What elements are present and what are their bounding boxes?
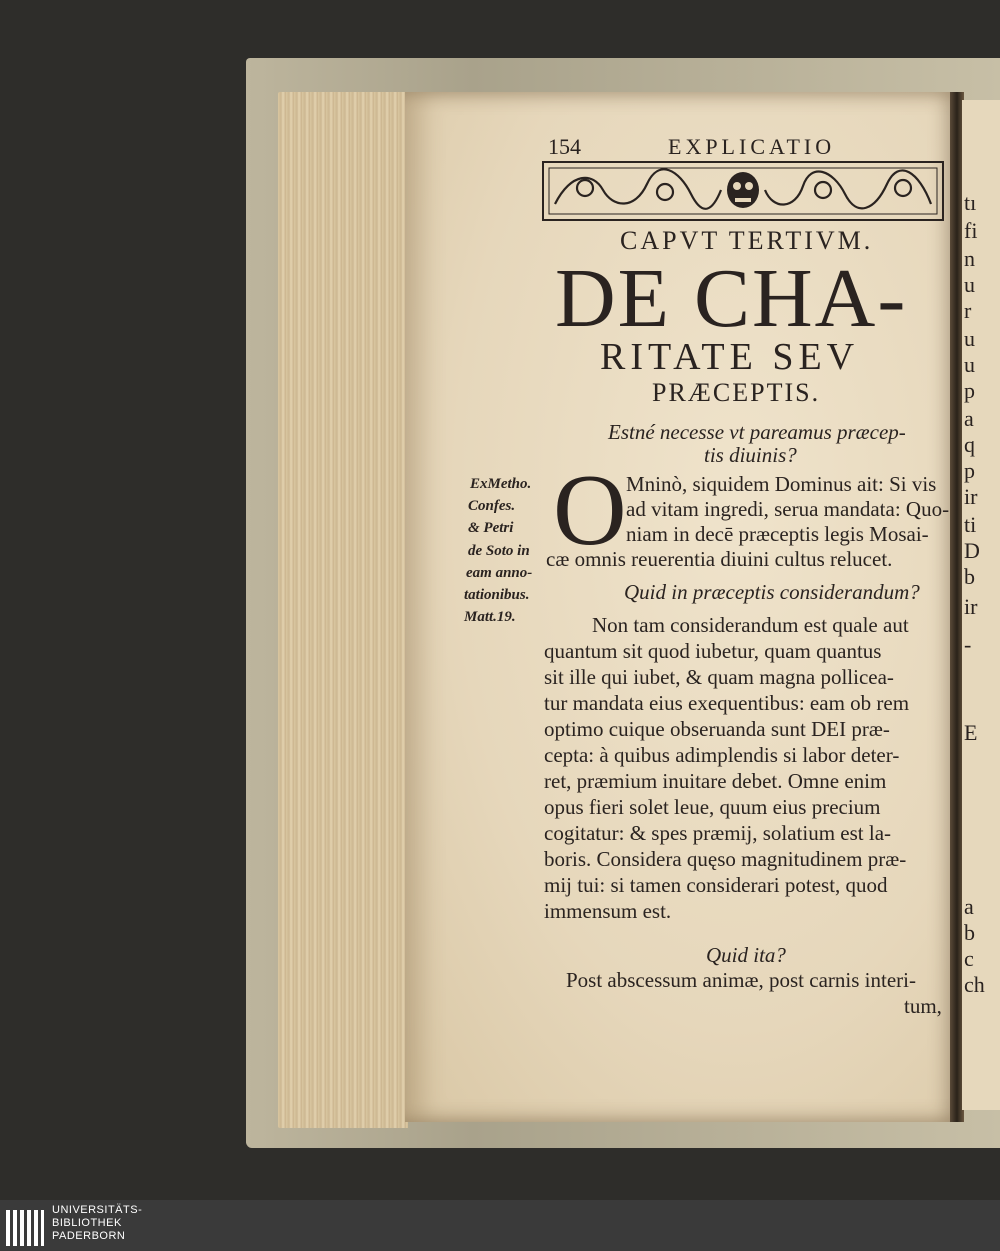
facing-fragment: - <box>964 632 972 657</box>
marginal-note-line: Confes. <box>468 498 516 514</box>
facing-page-fragment <box>962 100 1000 1110</box>
marginal-note-line: Matt.19. <box>464 609 516 625</box>
facing-fragment: ti <box>964 512 977 537</box>
facing-fragment: u <box>964 326 975 351</box>
facing-fragment: q <box>964 432 975 457</box>
facing-fragment: E <box>964 720 978 745</box>
marginal-note-line: eam anno- <box>466 565 533 581</box>
facing-fragment: p <box>964 378 975 403</box>
text-line: ret, præmium inuitare debet. Omne enim <box>544 769 887 793</box>
text-line: optimo cuique obseruanda sunt DEI præ- <box>544 717 890 741</box>
marginal-note-line: de Soto in <box>468 543 530 559</box>
text-line: Mninò, siquidem Dominus ait: Si vis <box>626 472 937 496</box>
facing-fragment: D <box>964 538 980 563</box>
question-line: Estné necesse vt pareamus præcep- <box>608 420 906 444</box>
facing-fragment: fi <box>964 218 978 243</box>
running-head: EXPLICATIO <box>668 134 836 159</box>
logo-text-line: UNIVERSITÄTS- <box>52 1204 143 1216</box>
facing-fragment: n <box>964 246 975 271</box>
text-line: mij tui: si tamen considerari potest, quod <box>544 873 888 897</box>
marginal-note-line: ExMetho. <box>470 476 532 492</box>
drop-cap: O <box>553 454 627 567</box>
text-line: tur mandata eius exequentibus: eam ob rem <box>544 691 910 715</box>
text-line: niam in decē præceptis legis Mosai- <box>626 522 929 546</box>
facing-fragment: r <box>964 298 972 323</box>
text-line: quantum sit quod iubetur, quam quantus <box>544 639 882 663</box>
text-line: Non tam considerandum est quale aut <box>592 613 909 637</box>
facing-fragment: u <box>964 272 975 297</box>
text-line: cæ omnis reuerentia diuini cultus relucet. <box>546 547 893 571</box>
title-line-3: PRÆCEPTIS. <box>652 378 821 407</box>
text-line: immensum est. <box>544 899 672 923</box>
title-large: DE CHA- <box>555 252 908 345</box>
logo-text-line: BIBLIOTHEK <box>52 1217 122 1229</box>
facing-fragment: a <box>964 894 974 919</box>
facing-fragment: p <box>964 458 975 483</box>
text-line: ad vitam ingredi, serua mandata: Quo- <box>626 497 950 521</box>
facing-fragment: ir <box>964 594 978 619</box>
facing-fragment: ir <box>964 484 978 509</box>
catchword: tum, <box>904 994 942 1018</box>
text-line: cogitatur: & spes præmij, solatium est la- <box>544 821 892 845</box>
marginal-note-line: tationibus. <box>464 587 530 603</box>
facing-fragment: ch <box>964 972 985 997</box>
question-line: tis diuinis? <box>704 443 797 467</box>
chapter-heading: CAPVT TERTIVM. <box>620 226 874 255</box>
facing-fragment: c <box>964 946 974 971</box>
facing-fragment: a <box>964 406 974 431</box>
page-number: 154 <box>548 134 581 159</box>
page-edges <box>278 92 408 1128</box>
facing-fragment: tı <box>964 190 977 215</box>
text-line: sit ille qui iubet, & quam magna pollicea- <box>544 665 894 689</box>
library-logo-icon <box>4 1204 46 1248</box>
title-line-2: RITATE SEV <box>600 336 860 378</box>
facing-fragment: u <box>964 352 975 377</box>
ornament-band-icon <box>541 160 945 222</box>
text-line: boris. Considera quęso magnitudinem præ- <box>544 847 907 871</box>
text-line: Post abscessum animæ, post carnis interi- <box>566 968 916 992</box>
facing-fragment: b <box>964 920 975 945</box>
question-line: Quid in præceptis considerandum? <box>624 580 920 604</box>
text-line: opus fieri solet leue, quum eius precium <box>544 795 881 819</box>
question-line: Quid ita? <box>706 943 786 967</box>
logo-text-line: PADERBORN <box>52 1230 126 1242</box>
facing-fragment: b <box>964 564 975 589</box>
library-footer <box>0 1200 1000 1251</box>
text-line: cepta: à quibus adimplendis si labor deter- <box>544 743 900 767</box>
marginal-note-line: & Petri <box>468 520 514 536</box>
